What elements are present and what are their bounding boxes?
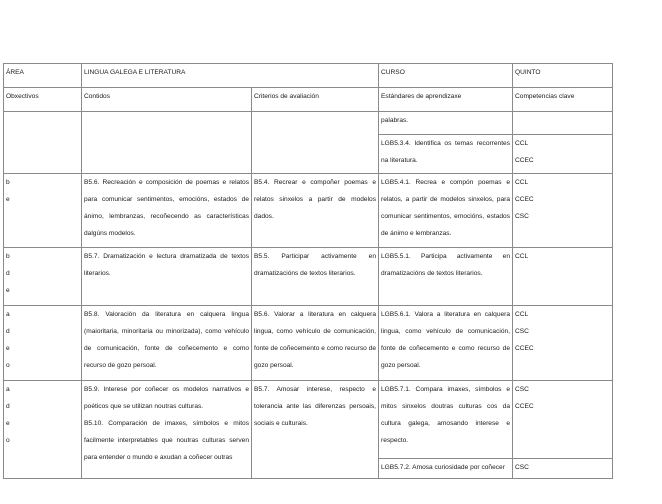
obxectivo-letter: o [6,437,10,444]
column-header-row [4,88,613,112]
curriculum-table [3,63,613,479]
estandar-cell: LGB5.7.1. Compara imaxes, símbolos e mitos sinxelos doutras culturas cos da cultura galega, amosando interese e respecto. [379,381,513,459]
obxectivos-cell [4,248,82,306]
obxectivo-letter: b [6,253,10,260]
competencia-code: CCEC [515,196,534,203]
curso-value: QUINTO [513,64,613,88]
obxectivo-letter: e [6,196,10,203]
col-obxectivos: Obxectivos [4,88,82,112]
contido-cell [82,381,252,479]
estandar-cell: LGB5.3.4. Identifica os temas recorrentes na literatura. [379,135,513,174]
obxectivos-cell [4,381,82,479]
estandar-cell: LGB5.5.1. Participa activamente en dramatizacións de textos literarios. [379,248,513,306]
competencias-cell [513,381,613,459]
obxectivo-letter: d [6,270,10,277]
estandar-cell: LGB5.6.1. Valora a literatura en calquera lingua, como vehículo de comunicación, fonte de coñecemento e como recurso de gozo persoal. [379,306,513,381]
obxectivo-letter: d [6,403,10,410]
competencia-code: CSC [515,464,529,471]
criterio-cell: B5.4. Recrear e compoñer poemas e relatos sinxelos a partir de modelos dados. [252,174,379,248]
competencia-code: CCEC [515,157,534,164]
competencia-code: CCL [515,311,529,318]
contido-cell: B5.7. Dramatización e lectura dramatizada de textos literarios. [82,248,252,306]
obxectivo-letter: b [6,179,10,186]
competencia-code: CSC [515,213,529,220]
area-label: ÁREA [4,64,82,88]
criterio-cell: B5.5. Participar activamente en dramatizacións de textos literarios. [252,248,379,306]
competencia-code: CSC [515,328,529,335]
competencias-cell [513,112,613,135]
obxectivo-letter: e [6,287,10,294]
contido-cell [82,112,252,174]
contido-cell: B5.8. Valoración da literatura en calquera lingua (maioritaria, minoritaria ou minorizada), como vehículo de comunicación, fonte de coñecemento e como recurso de gozo persoal. [82,306,252,381]
competencias-cell [513,459,613,479]
curso-label: CURSO [379,64,513,88]
competencia-code: CCL [515,140,529,147]
col-estandares: Estándares de aprendizaxe [379,88,513,112]
estandar-cell: LGB5.4.1. Recrea e compón poemas e relatos, a partir de modelos sinxelos, para comunicar sentimentos, emocións, estados de ánimo e lembranzas. [379,174,513,248]
competencias-cell [513,135,613,174]
obxectivos-cell [4,174,82,248]
competencias-cell [513,306,613,381]
competencias-cell [513,248,613,306]
table-row [4,248,613,306]
obxectivos-cell [4,112,82,174]
competencia-code: CCEC [515,345,534,352]
contido-cell: B5.6. Recreación e composición de poemas e relatos para comunicar sentimentos, emocións, estados de ánimo, lembranzas, recoñecendo as características dalgúns modelos. [82,174,252,248]
estandar-text: LGB5.7.2. Amosa curiosidade por coñecer [381,464,505,471]
table-row [4,112,613,135]
criterio-cell: B5.6. Valorar a literatura en calquera lingua, como vehículo de comunicación, fonte de coñecemento e como recurso de gozo persoal. [252,306,379,381]
obxectivo-letter: o [6,362,10,369]
obxectivo-letter: d [6,328,10,335]
competencia-code: CCL [515,253,529,260]
obxectivo-letter: a [6,386,10,393]
estandar-cell: palabras. [379,112,513,135]
obxectivo-letter: a [6,311,10,318]
col-criterios: Criterios de avaliación [252,88,379,112]
competencia-code: CCEC [515,403,534,410]
contido-b5-9: B5.9. Interese por coñecer os modelos narrativos e poéticos que se utilizan noutras culturas. [84,386,249,410]
criterio-cell [252,112,379,174]
criterio-cell: B5.7. Amosar interese, respecto e tolerancia ante las diferenzas persoais, sociais e culturais. [252,381,379,479]
table-row [4,381,613,459]
col-contidos: Contidos [82,88,252,112]
competencia-code: CCL [515,179,529,186]
contido-b5-10: B5.10. Comparación de imaxes, símbolos e mitos facilmente interpretables que noutras culturas serven para entender o mundo e axudan a coñecer outras [84,420,249,461]
estandar-cell [379,459,513,479]
table-row [4,174,613,248]
col-competencias: Competencias clave [513,88,613,112]
header-row [4,64,613,88]
obxectivo-letter: e [6,345,10,352]
competencia-code: CSC [515,386,529,393]
obxectivos-cell [4,306,82,381]
table-row [4,306,613,381]
competencias-cell [513,174,613,248]
area-value: LINGUA GALEGA E LITERATURA [82,64,379,88]
obxectivo-letter: e [6,420,10,427]
